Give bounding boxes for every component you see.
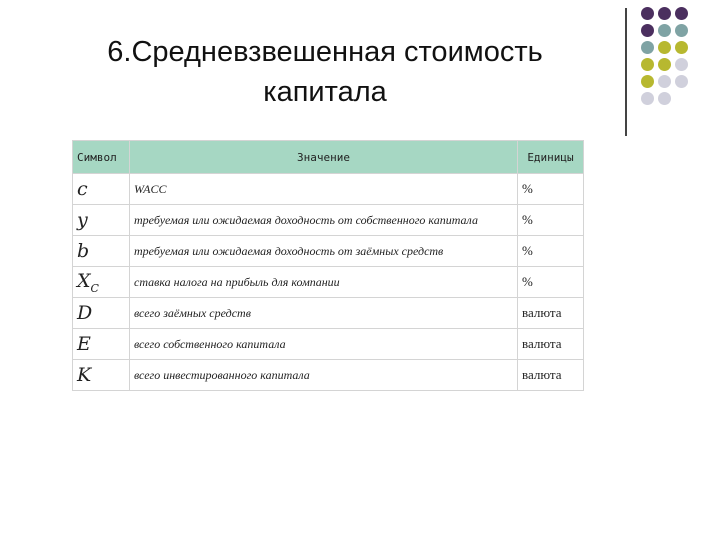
- symbol-subscript: C: [90, 281, 99, 295]
- symbol-cell: [73, 236, 130, 267]
- symbol-cell: [73, 267, 130, 298]
- decorative-dot: [641, 41, 654, 54]
- symbol-letter: y: [77, 209, 88, 231]
- symbol-letter: X: [77, 269, 91, 292]
- symbol-cell: [73, 329, 130, 360]
- table-header-row: [73, 141, 584, 174]
- decorative-dot: [641, 24, 654, 37]
- units-cell: %: [518, 205, 584, 236]
- decorative-dot: [675, 7, 688, 20]
- decorative-dot: [675, 41, 688, 54]
- decorative-dot-grid: [641, 7, 720, 127]
- symbol-cell: [73, 174, 130, 205]
- table-row: [73, 329, 584, 360]
- decorative-dot: [658, 24, 671, 37]
- table-row: [73, 205, 584, 236]
- units-cell: валюта: [518, 329, 584, 360]
- decorative-dot: [641, 92, 654, 105]
- meaning-cell: всего собственного капитала: [130, 329, 518, 360]
- table-row: [73, 174, 584, 205]
- header-symbol: Символ: [73, 141, 130, 174]
- table-row: [73, 360, 584, 391]
- title-line-2: капитала: [263, 76, 387, 108]
- symbol-letter: b: [77, 240, 90, 262]
- symbol-letter: c: [77, 178, 88, 200]
- meaning-cell: требуемая или ожидаемая доходность от заёмных средств: [130, 236, 518, 267]
- title-line-1: 6.Средневзвешенная стоимость: [107, 36, 543, 68]
- table-body: [73, 174, 584, 391]
- decorative-dot: [675, 75, 688, 88]
- units-cell: %: [518, 236, 584, 267]
- meaning-cell: всего заёмных средств: [130, 298, 518, 329]
- symbol-letter: K: [77, 364, 92, 386]
- header-meaning: Значение: [130, 141, 518, 174]
- symbol-cell: [73, 360, 130, 391]
- meaning-cell: WACC: [130, 174, 518, 205]
- units-cell: валюта: [518, 360, 584, 391]
- decorative-dot: [658, 92, 671, 105]
- decorative-dot: [658, 58, 671, 71]
- decorative-vertical-line: [625, 8, 627, 136]
- decorative-dot: [675, 24, 688, 37]
- decorative-dot: [641, 75, 654, 88]
- header-units: Единицы: [518, 141, 584, 174]
- symbol-cell: [73, 298, 130, 329]
- table-row: [73, 236, 584, 267]
- symbol-cell: [73, 205, 130, 236]
- table-row: [73, 298, 584, 329]
- table-row: [73, 267, 584, 298]
- decorative-dot: [658, 7, 671, 20]
- meaning-cell: требуемая или ожидаемая доходность от собственного капитала: [130, 205, 518, 236]
- units-cell: %: [518, 174, 584, 205]
- decorative-dot: [658, 41, 671, 54]
- units-cell: валюта: [518, 298, 584, 329]
- slide-title: [40, 32, 610, 112]
- symbol-letter: E: [77, 333, 91, 355]
- decorative-dot: [641, 58, 654, 71]
- decorative-dot: [675, 58, 688, 71]
- decorative-dot: [658, 75, 671, 88]
- meaning-cell: ставка налога на прибыль для компании: [130, 267, 518, 298]
- units-cell: %: [518, 267, 584, 298]
- meaning-cell: всего инвестированного капитала: [130, 360, 518, 391]
- decorative-dot: [641, 7, 654, 20]
- symbols-table: [72, 140, 584, 391]
- symbol-letter: D: [77, 302, 93, 324]
